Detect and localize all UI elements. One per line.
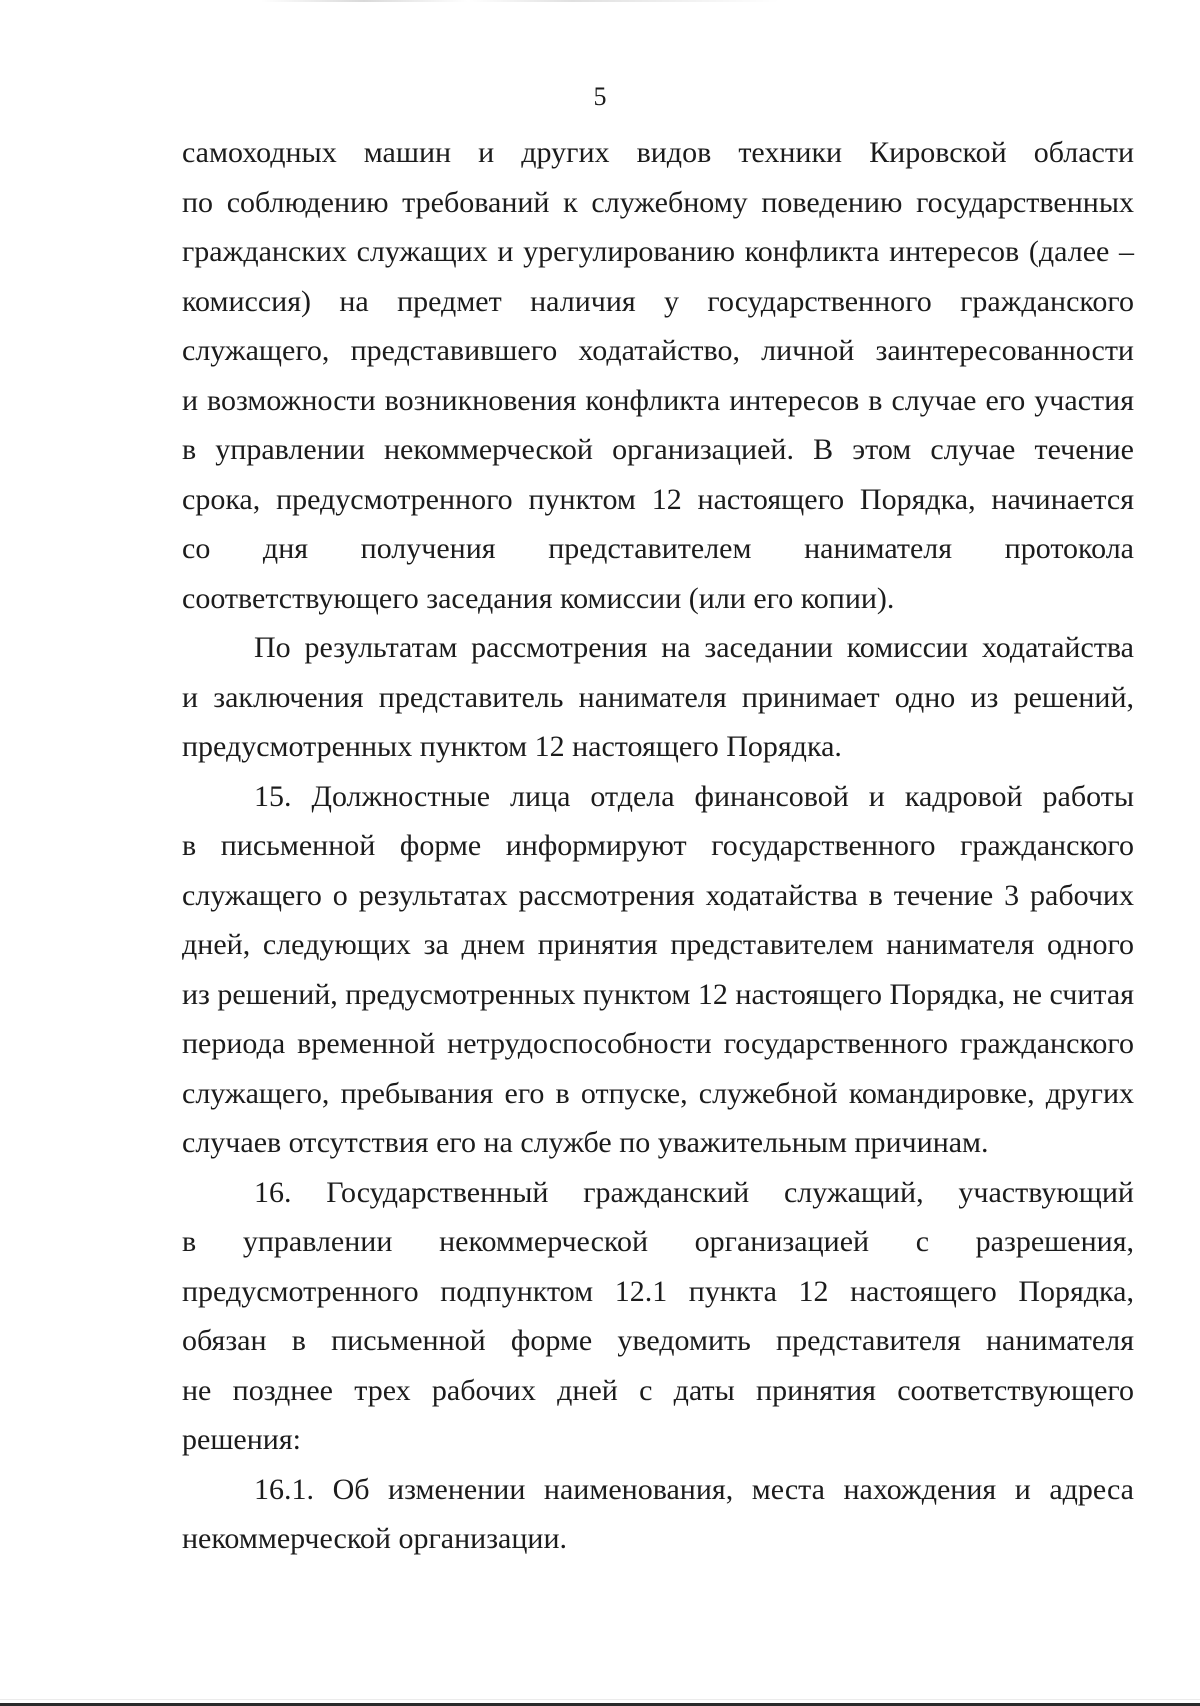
scan-edge-top xyxy=(260,0,780,2)
text-line: обязан в письменной форме уведомить представителя нанимателя xyxy=(182,1324,1134,1357)
paragraph-item-16 xyxy=(182,1168,1134,1465)
text-line: по соблюдению требований к служебному поведению государственных xyxy=(182,185,1134,219)
paragraph-commission-review xyxy=(182,128,1134,623)
text-line: периода временной нетрудоспособности государственного гражданского xyxy=(182,1027,1134,1060)
text-line: служащего, пребывания его в отпуске, служебной командировке, других xyxy=(182,1076,1134,1110)
paragraph-item-15 xyxy=(182,772,1134,1168)
page-number: 5 xyxy=(593,82,607,111)
text-line: и заключения представитель нанимателя принимает одно из решений, xyxy=(182,680,1134,714)
text-line: не позднее трех рабочих дней с даты принятия соответствующего xyxy=(182,1373,1134,1407)
text-line: в управлении некоммерческой организацией. В этом случае течение xyxy=(182,433,1134,466)
text-line: со дня получения представителем нанимателя протокола xyxy=(182,532,1134,565)
text-line: служащего о результатах рассмотрения ходатайства в течение 3 рабочих xyxy=(182,878,1134,912)
text-line: дней, следующих за днем принятия представителем нанимателя одного xyxy=(182,928,1134,961)
text-line: предусмотренного подпунктом 12.1 пункта 12 настоящего Порядка, xyxy=(182,1274,1134,1308)
document-body xyxy=(182,128,1134,1564)
text-line: случаев отсутствия его на службе по уважительным причинам. xyxy=(182,1126,989,1159)
text-line: самоходных машин и других видов техники Кировской области xyxy=(182,136,1134,169)
text-line: 16. Государственный гражданский служащий, участвующий xyxy=(254,1175,1134,1209)
text-line: предусмотренных пунктом 12 настоящего Порядка. xyxy=(182,730,842,763)
text-line: гражданских служащих и урегулированию конфликта интересов (далее – xyxy=(182,235,1134,268)
text-line: 16.1. Об изменении наименования, места нахождения и адреса xyxy=(254,1472,1134,1506)
text-line: в письменной форме информируют государственного гражданского xyxy=(182,829,1134,862)
text-line: комиссия) на предмет наличия у государственного гражданского xyxy=(182,284,1134,318)
text-line: некоммерческой организации. xyxy=(182,1522,568,1555)
paragraph-review-results xyxy=(182,623,1134,772)
text-line: служащего, представившего ходатайство, личной заинтересованности xyxy=(182,334,1134,367)
scan-edge-bottom-shadow xyxy=(0,1699,1200,1700)
text-line: и возможности возникновения конфликта интересов в случае его участия xyxy=(182,383,1134,417)
text-line: 15. Должностные лица отдела финансовой и кадровой работы xyxy=(254,779,1134,813)
text-line: соответствующего заседания комиссии (или его копии). xyxy=(182,581,895,615)
text-line: решения: xyxy=(182,1423,301,1456)
paragraph-item-16-1 xyxy=(182,1465,1134,1564)
text-line: в управлении некоммерческой организацией с разрешения, xyxy=(182,1225,1134,1258)
text-line: срока, предусмотренного пунктом 12 настоящего Порядка, начинается xyxy=(182,482,1134,516)
text-line: из решений, предусмотренных пунктом 12 настоящего Порядка, не считая xyxy=(182,977,1135,1011)
text-line: По результатам рассмотрения на заседании комиссии ходатайства xyxy=(254,631,1134,664)
